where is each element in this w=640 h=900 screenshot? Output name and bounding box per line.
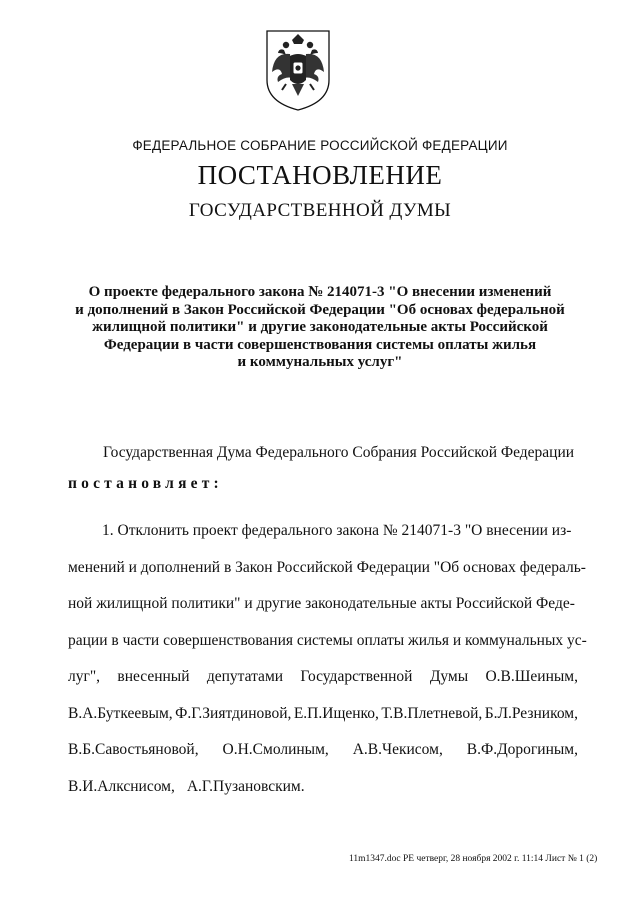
subject-line: О проекте федерального закона № 214071-3 "О внесении изменений	[88, 284, 552, 300]
decree-word: постановляет:	[68, 475, 223, 492]
body-word: А.Г.Пузановским.	[186, 777, 305, 795]
body-word: 1. Отклонить проект федерального закона № 214071-3 "О внесении из-	[102, 522, 572, 539]
body-line	[68, 667, 578, 704]
body-line	[68, 740, 578, 777]
body-word: А.В.Чекисом,	[352, 741, 443, 758]
document-title: ПОСТАНОВЛЕНИЕ	[197, 160, 443, 190]
body-word: рации в части совершенствования системы оплаты жилья и коммунальных ус-	[68, 631, 587, 649]
body-word: Государственной	[300, 668, 413, 685]
body-word: В.А.Буткеевым,	[68, 704, 173, 722]
parliament-name: ФЕДЕРАЛЬНОЕ СОБРАНИЕ РОССИЙСКОЙ ФЕДЕРАЦИИ	[132, 138, 508, 153]
body-word: луг",	[68, 668, 101, 685]
body-line	[68, 594, 578, 631]
body-word: Думы	[429, 668, 469, 685]
file-footer: 11m1347.doc РЕ четверг, 28 ноября 2002 г. 11:14 Лист № 1 (2)	[349, 854, 598, 864]
body-line	[68, 631, 587, 668]
coat-of-arms-emblem	[264, 28, 332, 112]
body-word: О.В.Шеиным,	[485, 668, 578, 685]
body-word: менений и дополнений в Закон Российской Федерации "Об основах федераль-	[68, 558, 586, 576]
body-word: Т.В.Плетневой,	[381, 704, 483, 722]
body-word: Ф.Г.Зиятдиновой,	[175, 704, 292, 722]
subject-line: жилищной политики" и другие законодательные акты Российской	[92, 319, 548, 335]
body-line	[68, 777, 578, 814]
body-word: В.И.Алкснисом,	[68, 777, 175, 795]
subject-line: и дополнений в Закон Российской Федерации "Об основах федеральной	[75, 301, 565, 318]
body-word: О.Н.Смолиным,	[222, 741, 329, 758]
document-subtitle: ГОСУДАРСТВЕННОЙ ДУМЫ	[188, 200, 452, 221]
subject-line: и коммунальных услуг"	[237, 354, 403, 370]
intro-text: Государственная Дума Федерального Собрания Российской Федерации	[103, 444, 575, 461]
body-word: В.Б.Савостьяновой,	[68, 741, 199, 758]
body-word: Е.П.Ищенко,	[293, 704, 379, 722]
body-word: Б.Л.Резником,	[484, 704, 578, 722]
resolution-subject	[60, 284, 580, 372]
body-word: ной жилищной политики" и другие законодательные акты Российской Феде-	[68, 595, 575, 612]
subject-line: Федерации в части совершенствования системы оплаты жилья	[103, 336, 537, 353]
body-word: внесенный	[117, 668, 190, 685]
body-word: депутатами	[206, 668, 284, 685]
body-line	[68, 558, 586, 595]
body-word: В.Ф.Дорогиным,	[466, 741, 578, 758]
resolution-body	[68, 521, 587, 813]
body-line	[68, 704, 578, 741]
body-line	[68, 521, 578, 558]
